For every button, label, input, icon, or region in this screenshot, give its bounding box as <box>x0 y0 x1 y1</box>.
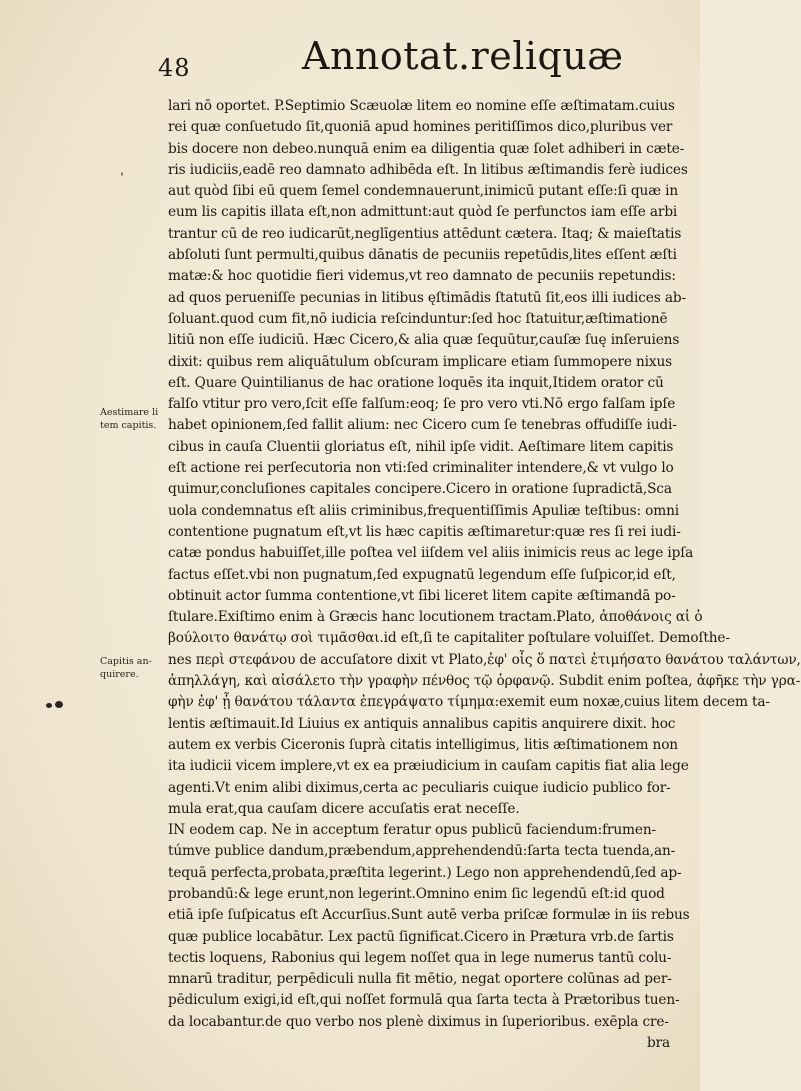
text-line: tequā perfecta,probata,præſtita legerint.) Lego non apprehendendū,ſed ap- <box>168 864 682 881</box>
text-line: eſt. Quare Quintilianus de hac oratione loquēs ita inquit,Itidem orator cū <box>168 374 664 391</box>
text-line: obtinuit actor ſumma contentione,vt ſibi liceret litem capite æſtimandā po- <box>168 587 676 604</box>
text-line: ſoluant.quod cum fit,nō iudicia reſcinduntur:ſed hoc ſtatuitur,æſtimationē <box>168 310 668 327</box>
running-title: Annotat.reliquæ <box>302 34 624 78</box>
text-line: tectis loquens, Rabonius qui legem noſſet qua in lege numerus tantū colu- <box>168 949 672 966</box>
text-line: catæ pondus habuiſſet,ille poſtea vel iiſdem vel aliis inimicis reus ac lege ipſa <box>168 545 694 562</box>
ink-spot <box>55 701 63 708</box>
ink-spot <box>46 703 52 708</box>
text-line: quimur,concluſiones capitales concipere.Cicero in oratione ſupradictā,Sca <box>168 481 672 498</box>
margin-note-aestimare <box>100 406 166 432</box>
text-line: trantur cū de reo iudicarūt,neglīgentius attēdunt cætera. Itaq; & maieſtatis <box>168 225 682 242</box>
text-line: ris iudiciis,eadē reo damnato adhibēda eſt. In litibus æſtimandis ferè iudices <box>168 161 688 178</box>
text-line: nes περὶ στεφάνου de accuſatore dixit vt Plato,ἐφ' οἷς ὅ πατεὶ ἐτιμήσατο θανάτου ταλάντων, <box>168 651 801 668</box>
text-line: probandū:& lege erunt,non legerint.Omnino enim ſic legendū eſt:id quod <box>168 885 665 902</box>
text-line: ad quos perueniſſe pecunias in litibus ęſtimādis ſtatutū ſit,eos illi iudices ab- <box>168 289 686 306</box>
text-line: da locabantur.de quo verbo nos plenè diximus in ſuperioribus. exēpla cre- <box>168 1013 669 1030</box>
text-line: eum lis capitis illata eſt,non admittunt:aut quòd ſe perfunctos iam eſſe arbi <box>168 204 678 221</box>
margin-note-line: Capitis an- <box>100 656 152 667</box>
text-line: factus eſſet.vbi non pugnatum,ſed expugnatū legendum eſſe ſuſpicor,id eſt, <box>168 566 676 583</box>
text-line: φὴν ἐφ' ᾗ θανάτου τάλαντα ἐπεγράψατο τίμημα:exemit eum noxæ,cuius litem decem ta- <box>168 694 770 711</box>
text-line: mnarū traditur, perpēdiculi nulla fit mētio, negat oportere colūnas ad per- <box>168 971 672 988</box>
text-line: lentis æſtimauit.Id Liuius ex antiquis annalibus capitis anquirere dixit. hoc <box>168 715 676 732</box>
text-line: matæ:& hoc quotidie fieri videmus,vt reo damnato de pecuniis repetundis: <box>168 268 676 285</box>
margin-note-line: quirere. <box>100 669 139 680</box>
text-line: uola condemnatus eſt aliis criminibus,frequentiſſimis Apuliæ teſtibus: omni <box>168 502 679 519</box>
text-line: cibus in cauſa Cluentii gloriatus eſt, nihil ipſe vidit. Aeſtimare litem capitis <box>168 438 674 455</box>
text-line: lari nō oportet. P.Septimio Scæuolæ litem eo nomine eſſe æſtimatam.cuius <box>168 98 675 114</box>
text-line: aut quòd ſibi eū quem ſemel condemnauerunt,inimicū putant eſſe:ſi quæ in <box>168 183 679 200</box>
text-line: dixit: quibus rem aliquātulum obſcuram implicare etiam ſummopere nixus <box>168 353 673 370</box>
text-line: ſtulare.Exiſtimo enim à Græcis hanc locutionem tractam.Plato, ἀποθάνοις αἰ ὁ <box>168 609 703 626</box>
text-line: quæ publice locabātur. Lex pactū ſignificat.Cicero in Prætura vrb.de ſartis <box>168 928 674 945</box>
text-line: etiā ipſe ſuſpicatus eſt Accurſius.Sunt autē verba priſcæ formulæ in iis rebus <box>168 907 690 924</box>
text-line: bis docere non debeo.nunquā enim ea diligentia quæ ſolet adhiberi in cæte- <box>168 140 685 157</box>
page-number: 48 <box>158 54 191 82</box>
text-line: agenti.Vt enim alibi diximus,certa ac peculiaris cuique iudicio publico for- <box>168 779 671 796</box>
text-line: mula erat,qua cauſam dicere accuſatis erat neceſſe. <box>168 800 520 817</box>
margin-note-line: tem capitis. <box>100 420 157 431</box>
text-line: eſt actione rei perſecutoria non vti:ſed criminaliter intendere,& vt vulgo lo <box>168 460 674 477</box>
text-line: autem ex verbis Ciceronis ſuprà citatis intelligimus, litis æſtimationem non <box>168 736 678 753</box>
margin-note-capitis <box>100 655 166 681</box>
ink-spot <box>121 172 123 176</box>
text-line: pēdiculum exigi,id eſt,qui noſſet formulā qua ſarta tecta à Prætoribus tuen- <box>168 992 680 1009</box>
text-line: falſo vtitur pro vero,ſcit eſſe falſum:eoq; ſe pro vero vti.Nō ergo falſam ipſe <box>168 396 676 413</box>
text-line: abſoluti ſunt permulti,quibus dānatis de pecuniis repetūdis,lites eſſent æſti <box>168 247 677 264</box>
text-line: bra <box>646 1035 670 1052</box>
text-line: contentione pugnatum eſt,vt lis hæc capitis æſtimaretur:quæ res ſi rei iudi- <box>168 523 681 540</box>
text-line: litiū non eſſe iudiciū. Hæc Cicero,& alia quæ ſequūtur,cauſæ ſuę inſeruiens <box>168 332 680 349</box>
text-line: βούλοιτο θανάτῳ σοὶ τιμᾶσθαι.id eſt,ſi te capitaliter poſtulare voluiſſet. Demoſthe- <box>168 630 730 647</box>
text-line: túmve publice dandum,præbendum,apprehendendū:ſarta tecta tuenda,an- <box>168 843 676 860</box>
text-line: ita iudicii vicem implere,vt ex ea præiudicium in cauſam capitis fiat alia lege <box>168 758 689 775</box>
text-line: rei quæ conſuetudo ſit,quoniā apud homines peritiſſimos dico,pluribus ver <box>168 119 673 136</box>
margin-note-line: Aestimare li <box>100 407 159 418</box>
text-line: habet opinionem,ſed fallit alium: nec Cicero cum ſe tenebras offudiſſe iudi- <box>168 417 677 434</box>
main-text-column <box>168 96 801 1054</box>
text-line: IN eodem cap. Ne in acceptum feratur opus publicū faciendum:frumen- <box>168 822 656 839</box>
text-line: ἀπηλλάγη, καὶ αἰσάλετο τὴν γραφὴν πένθος τῷ ὀρφανῷ. Subdit enim poſtea, ἀφῆκε τὴν γρα- <box>168 673 801 690</box>
